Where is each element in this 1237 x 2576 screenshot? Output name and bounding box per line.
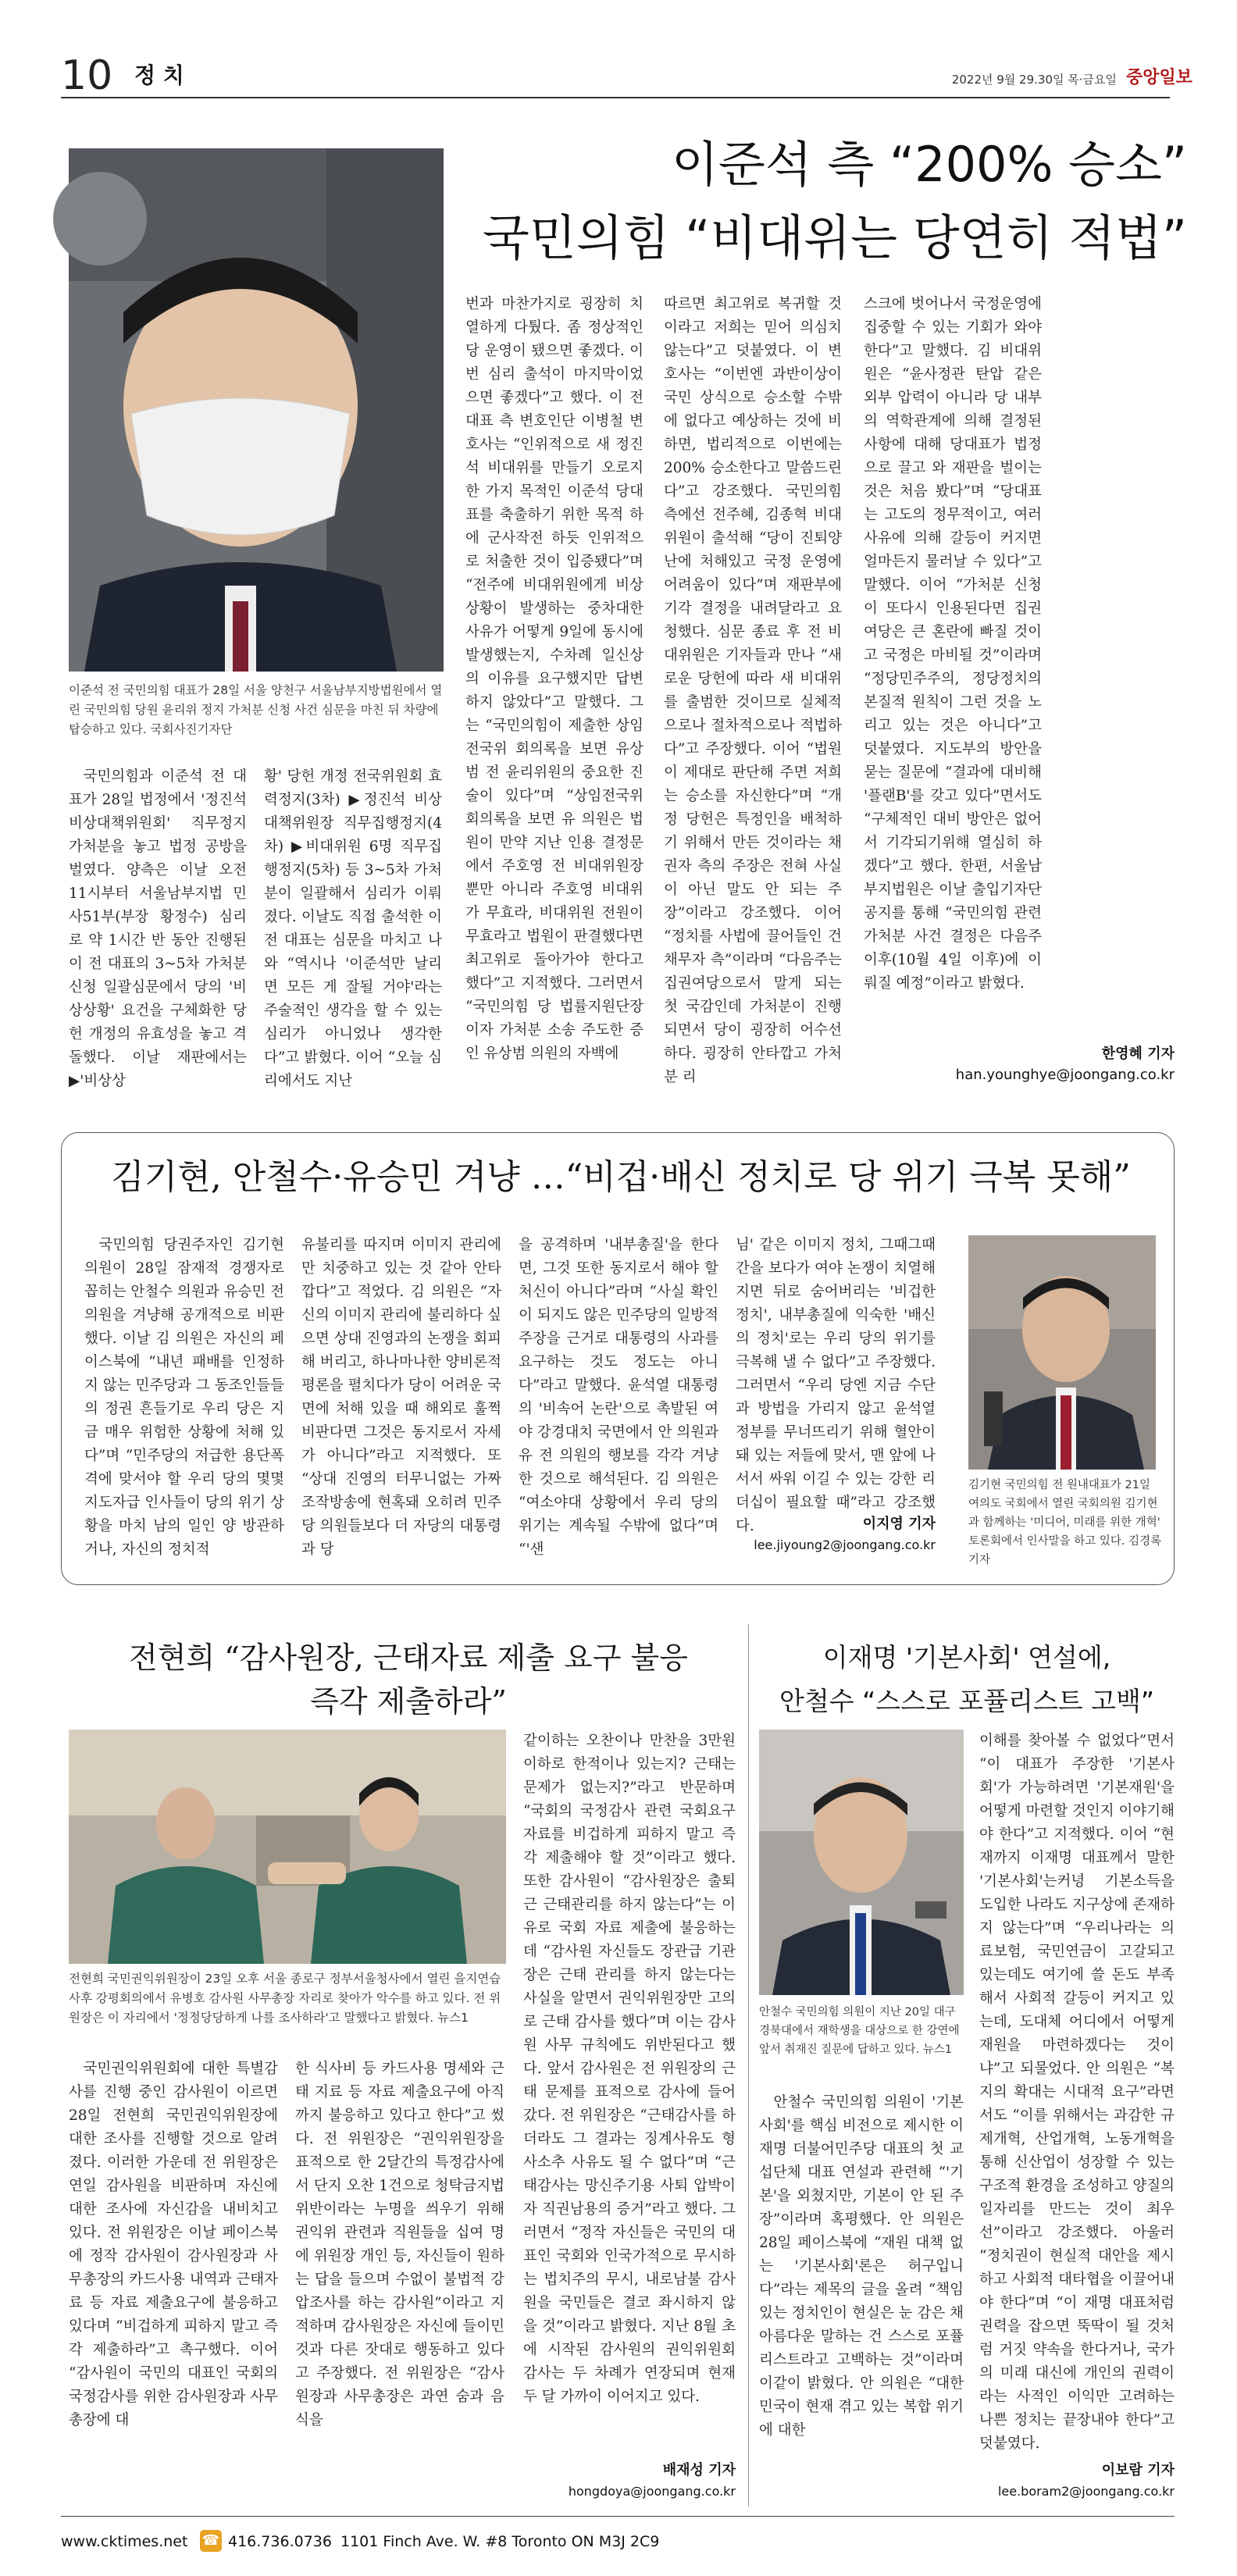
story1-column-3 — [465, 293, 643, 1093]
story4-headline — [759, 1636, 1175, 1723]
jeon-hyunhee-photo — [69, 1730, 506, 1964]
ahn-cheolsoo-photo-image — [759, 1730, 964, 1995]
story1-headline — [469, 133, 1187, 270]
story3-column-2-text: 한 식사비 등 카드사용 명세와 근태 지료 등 자료 제출요구에 아직까지 불응하고 있다고 한다”고 썼다. 전 위원장은 “권익위원장을 표적으로 한 2달간의 특정감사에서 단지 오찬 1건으로 청탁금지법 위반이라는 누명을 씌우기 위해 권익위 관련과 직원들을 십여 명에 위원장 개인 등, 자신들이 원하는 답을 들으며 수없이 불법적 강압조사를 하는 감사원”이라고 지적하며 감사원장은 자신에 들이민 것과 다른 잣대로 행동하고 있다고 주장했다. 전 위원장은 “감사원장과 사무총장은 과연 숨과 음식을 — [295, 2061, 504, 2428]
story2-column-2 — [301, 1234, 501, 1558]
story3-reporter-name: 배재성 기자 — [662, 2462, 736, 2478]
story3-byline — [523, 2460, 736, 2502]
story4-reporter-name: 이보람 기자 — [1101, 2462, 1175, 2478]
story1-reporter-email[interactable]: han.younghye@joongang.co.kr — [955, 1067, 1175, 1083]
story4-byline — [979, 2460, 1175, 2502]
story1-column-5-text: 스크에 벗어나서 국정운영에 집중할 수 있는 기회가 와야 한다”고 말했다. 김 비대위원은 “윤사정관 탄압 같은 외부 압력이 아니라 당 내부의 역학관계에 의해 결정된 사항에 대해 당대표가 법정으로 끌고 와 재판을 벌이는 것은 처음 봤다”며 “당대표는 고도의 정무적이고, 여러 사유에 의해 갈등이 커지면 얼마든지 물러날 수 있다”고 말했다. 이어 “가처분 신청이 또다시 인용된다면 집권여당은 큰 혼란에 빠질 것이고 국정은 마비될 것”이라며 “정당민주주의, 정당정치의 본질적 원칙이 그런 것을 노리고 있는 것은 아니다”고 덧붙였다. 지도부의 방안을 묻는 질문에 “결과에 대비해 '플랜B'를 갖고 있다”면서도 “구체적인 대비 방안은 없어서 기각되기위해 열심히 하겠다”고 했다. 한편, 서울남부지법원은 이날 출입기자단 공지를 통해 “국민의힘 관련 가처분 사건 결정은 다음주 이후(10월 4일 이후)에 이뤄질 예정”이라고 밝혔다. — [864, 296, 1042, 992]
story2-byline — [736, 1513, 936, 1555]
footer-phone: 416.736.0736 — [228, 2533, 332, 2550]
lee-junseok-photo — [69, 148, 444, 672]
story1-column-5 — [864, 293, 1042, 1042]
story1-headline-line1: 이준석 측 “200% 승소” — [672, 136, 1187, 193]
ahn-cheolsoo-photo — [759, 1730, 964, 1995]
story2-headline: 김기현, 안철수·유승민 겨냥 …“비겁·배신 정치로 당 위기 극복 못해” — [111, 1157, 1131, 1197]
story4-column-2 — [979, 1730, 1175, 2456]
lee-junseok-photo-image — [69, 148, 444, 672]
publication-date: 2022년 9월 29.30일 목·금요일 — [951, 73, 1117, 87]
story2-column-3-text: 을 공격하며 '내부총질'을 한다면, 그것 또한 동지로서 해야 할 처신이 아니다”라며 “사실 확인이 되지도 않은 민주당의 일방적 주장을 근거로 대통령의 사과를 요구하는 것도 정도는 아니다”라고 말했다. 윤석열 대통령의 '비속어 논란'으로 촉발된 여야 강경대치 국면에서 안 의원과 유 전 의원의 행보를 각각 겨냥한 것으로 해석된다. 김 의원은 “여소야대 상황에서 우리 당의 위기는 계속될 수밖에 없다”며 “'샌 — [519, 1237, 718, 1558]
story4-reporter-email[interactable]: lee.boram2@joongang.co.kr — [997, 2484, 1175, 2499]
footer — [61, 2527, 1175, 2558]
story1-reporter-name: 한영혜 기자 — [1101, 1046, 1175, 1062]
story3-column-1 — [69, 2058, 278, 2503]
story2-column-4-text: 님' 같은 이미지 정치, 그때그때 간을 보다가 여야 논쟁이 치열해지면 뒤로 숨어버리는 '비겁한 정치', 내부총질에 익숙한 '배신의 정치'로는 우리 당의 위기를 극복해 낼 수 없다”고 주장했다. 그러면서 “우리 당엔 지금 수단과 방법을 가리지 않고 윤석열 정부를 무너뜨리기 위해 혈안이 돼 있는 저들에 맞서, 맨 앞에 나서서 싸워 이길 수 있는 강한 리더십이 필요할 때”라고 강조했다. — [736, 1237, 936, 1534]
story4-headline-line1: 이재명 '기본사회' 연설에, — [822, 1642, 1111, 1673]
header-rule — [61, 97, 1170, 98]
jeon-hyunhee-photo-caption: 전현희 국민권익위원장이 23일 오후 서울 종로구 정부서울청사에서 열린 을지연습 사후 강평회의에서 유병호 감사원 사무총장 자리로 찾아가 악수를 하고 있다. 전 위원장은 이 자리에서 '정정당당하게 나를 조사하라'고 말했다고 밝혔다. 뉴스1 — [69, 1972, 501, 2025]
story1-byline — [864, 1043, 1175, 1085]
phone-icon: ☎ — [200, 2530, 222, 2552]
kim-kihyun-photo-caption: 김기현 국민의힘 전 원내대표가 21일 여의도 국회에서 열린 국회의원 김기현과 함께하는 '미디어, 미래를 위한 개혁' 토론회에서 인사말을 하고 있다. 김경록 기자 — [968, 1479, 1162, 1566]
story1-column-4-text: 따르면 최고위로 복귀할 것이라고 저희는 믿어 의심치 않는다”고 덧붙였다. 이 변호사는 “이번엔 과반이상이 국민 상식으로 승소할 수밖에 없다고 예상하는 것에 비하면, 법리적으로 이번에는 200% 승소한다고 말씀드린다”고 강조했다. 국민의힘 측에선 전주혜, 김종혁 비대위원이 출석해 “당이 진퇴양난에 처해있고 국정 운영에 어려움이 있다”며 재판부에 기각 결정을 내려달라고 요청했다. 심문 종료 후 전 비대위원은 기자들과 만나 “새로운 당헌에 따라 새 비대위를 출범한 것이므로 실체적으로나 절차적으로나 적법하다”고 주장했다. 이어 “법원이 제대로 판단해 주면 저희는 승소를 자신한다”며 “개정 당헌은 특정인을 배척하기 위해서 만든 것이라는 채권자 측의 주장은 전혀 사실이 아닌 말도 안 되는 주장”이라고 강조했다. 이어 “정치를 사법에 끌어들인 건 채무자 측”이라며 “다음주는 집권여당으로서 말게 되는 첫 국감인데 가처분이 진행되면서 당이 굉장히 어수선하다. 굉장히 안타깝고 가처분 리 — [664, 296, 842, 1085]
story1-column-1-text: 국민의힘과 이준석 전 대표가 28일 법정에서 '정진석 비상대책위원회' 직무정지 가처분을 놓고 법정 공방을 벌였다. 양측은 이날 오전 11시부터 서울남부지법 민사51부(부장 황정수) 심리로 약 1시간 반 동안 진행된 이 전 대표의 3~5차 가처분 신청 일괄심문에서 당의 '비상상황' 요건을 구체화한 당헌 개정의 유효성을 놓고 격돌했다. 이날 재판에서는 ▶'비상상 — [69, 768, 247, 1089]
story3-column-3 — [523, 1730, 736, 2456]
story3-column-2 — [295, 2058, 504, 2503]
page-header — [0, 0, 1237, 99]
story2-reporter-name: 이지영 기자 — [862, 1516, 936, 1532]
story1-column-1 — [69, 765, 247, 1093]
story4-column-1 — [759, 2091, 964, 2505]
story1-column-4 — [664, 293, 842, 1093]
kim-kihyun-photo — [968, 1235, 1156, 1470]
story2-reporter-email[interactable]: lee.jiyoung2@joongang.co.kr — [754, 1537, 936, 1552]
lee-junseok-photo-caption: 이준석 전 국민의힘 대표가 28일 서울 양천구 서울남부지방법원에서 열린 국민의힘 당원 윤리위 정지 가처분 신청 사건 심문을 마친 뒤 차량에 탑승하고 있다. 국회사진기자단 — [69, 683, 443, 736]
story2-column-1 — [84, 1234, 284, 1558]
story3-headline-line2: 즉각 제출하라” — [310, 1684, 507, 1719]
story3-headline — [69, 1636, 748, 1723]
story-divider — [748, 1624, 749, 2507]
ahn-cheolsoo-photo-caption: 안철수 국민의힘 의원이 지난 20일 대구 경북대에서 재학생을 대상으로 한 강연에 앞서 취재진 질문에 답하고 있다. 뉴스1 — [759, 2006, 960, 2056]
story3-headline-line1: 전현희 “감사원장, 근태자료 제출 요구 불응 — [129, 1641, 688, 1675]
story3-reporter-email[interactable]: hongdoya@joongang.co.kr — [568, 2484, 736, 2499]
story4-column-2-text: 이해를 찾아볼 수 없었다”면서 “이 대표가 주장한 '기본사회'가 가능하려면 '기본재원'을 어떻게 마련할 것인지 이야기해야 한다”고 지적했다. 이어 “현재까지 이재명 대표께서 말한 '기본사회'는커녕 기본소득을 도입한 나라도 지구상에 존재하지 않는다”며 “우리나라는 의료보험, 국민연금이 고갈되고 있는데도 여기에 쓸 돈도 부족해서 사회적 갈등이 커지고 있는데, 도대체 어디에서 어떻게 재원을 마련하겠다는 것이냐”고 되물었다. 안 의원은 “복지의 확대는 시대적 요구”라면서도 “이를 위해서는 과감한 규제개혁, 산업개혁, 노동개혁을 통해 신산업이 성장할 수 있는 구조적 환경을 조성하고 양질의 일자리를 만드는 것이 최우선”이라고 강조했다. 아울러 “정치권이 현실적 대안을 제시하고 사회적 대타협을 이끌어내야 한다”며 “이 재명 대표처럼 권력을 잡으면 뚝딱이 될 것처럼 거짓 약속을 한다거나, 국가의 미래 대신에 개인의 권력이라는 사적인 이익만 고려하는 나쁜 정치는 끝장내야 한다”고 덧붙였다. — [979, 1733, 1175, 2452]
story3-column-1-text: 국민권익위원회에 대한 특별감사를 진행 중인 감사원이 이르면 28일 전현희 국민권익위원장에 대한 조사를 진행할 것으로 알려졌다. 이러한 가운데 전 위원장은 연일 감사원을 비판하며 자신에 대한 조사에 자신감을 내비치고 있다. 전 위원장은 이날 페이스북에 정작 감사원이 감사원장과 사무총장의 카드사용 내역과 근태자료 등 자료 제출요구에 불응하고 있다며 “비겁하게 피하지 말고 즉각 제출하라”고 촉구했다. 이어 “감사원이 국민의 대표인 국회의 국정감사를 위한 감사원장과 사무총장에 대 — [69, 2061, 278, 2428]
story1-column-3-text: 번과 마찬가지로 굉장히 치열하게 다퉜다. 좀 정상적인 당 운영이 됐으면 좋겠다. 이번 심리 출석이 마지막이었으면 좋겠다”고 했다. 이 전 대표 측 변호인단 이병철 변호사는 “인위적으로 새 정진석 비대위를 만들기 오로지 한 가지 목적인 이준석 당대표를 축출하기 위한 목적 하에 군사작전 하듯 인위적으로 처출한 것이 입증됐다”며 “전주에 비대위원에게 비상상황이 발생하는 중차대한 사유가 어떻게 9일에 동시에 발생했는지, 수차례 일신상의 이유를 요구했지만 답변하지 않았다”고 말했다. 그는 “국민의힘이 제출한 상임전국위 회의록을 보면 유상범 전 윤리위원의 중요한 진술이 있다”며 “상임전국위 회의록을 보면 유 의원은 법원이 만약 지난 인용 결정문에서 주호영 전 비대위원장뿐만 아니라 주호영 비대위가 무효라, 비대위원 전원이 무효라고 법원이 판결했다면 최고위로 돌아가야 한다고 했다”고 지적했다. 그러면서 “국민의힘 당 법률지원단장이자 가처분 소송 주도한 증인 유상범 의원의 자백에 — [465, 296, 643, 1062]
story2-column-2-text: 유불리를 따지며 이미지 관리에만 치중하고 있는 것 같아 안타깝다”고 적었다. 김 의원은 “자신의 이미지 관리에 불리하다 싶으면 상대 진영과의 논쟁을 회피해 버리고, 하나마나한 양비론적 평론을 펼치다가 당이 어려운 국면에 처해 있을 때 해외로 훌쩍 비판다면 그것은 동지로서 자세가 아니다”라고 지적했다. 또 “상대 진영의 터무니없는 가짜 조작방송에 현혹돼 오히려 민주당 의원들보다 더 자당의 대통령과 당 — [301, 1237, 501, 1558]
jeon-hyunhee-photo-image — [69, 1730, 506, 1964]
story2-column-1-text: 국민의힘 당권주자인 김기현 의원이 28일 잠재적 경쟁자로 꼽히는 안철수 의원과 유승민 전 의원을 겨냥해 공개적으로 비판했다. 이날 김 의원은 자신의 페이스북에 “내년 패배를 인정하지 않는 민주당과 그 동조인들들의 정권 흔들기로 우리 당은 지금 매우 위험한 상황에 처해 있다”며 “민주당의 저급한 용단폭격에 맞서야 할 우리 당의 몇몇 지도자급 인사들이 당의 위기 상황을 마치 남의 일인 양 방관하거나, 자신의 정치적 — [84, 1237, 284, 1558]
story1-column-2 — [264, 765, 442, 1093]
section-name: 정 치 — [134, 62, 184, 88]
story2-column-3 — [519, 1234, 718, 1558]
story1-headline-line2: 국민의힘 “비대위는 당연히 적법” — [483, 209, 1187, 266]
page-number: 10 — [61, 52, 113, 99]
footer-rule — [61, 2516, 1175, 2517]
kim-kihyun-photo-image — [968, 1235, 1156, 1470]
newspaper-logo: 중앙일보 — [1126, 68, 1193, 87]
story1-column-2-text: 황' 당헌 개정 전국위원회 효력정지(3차) ▶정진석 비상대책위원장 직무집행정지(4차) ▶비대위원 6명 직무집행정지(5차) 등 3~5차 가처분이 일괄해서 심리가 이뤄졌다. 이날도 직접 출석한 이 전 대표는 심문을 마치고 나와 “역시나 '이준석만 날리면 모든 게 잘될 거야'라는 주술적인 생각을 할 수 있는 심리가 아니었나 생각한다”고 밝혔다. 이어 “오늘 심리에서도 지난 — [264, 768, 442, 1089]
story3-column-3-text: 같이하는 오찬이나 만찬을 3만원 이하로 한적이나 있는지? 근태는 문제가 없는지?”라고 반문하며 “국회의 국정감사 관련 국회요구자료를 비겁하게 피하지 말고 즉각 제출해야 할 것”이라고 했다. 또한 감사원이 “감사원장은 출퇴근 근태관리를 하지 않는다”는 이유로 국회 자료 제출에 불응하는 데 “감사원 자신들도 장관급 기관장은 근태 관리를 하지 않는다는 사실을 알면서 권익위원장만 고의로 근태 감사를 했다”며 이는 감사원 사무 규칙에도 위반된다고 했다. 앞서 감사원은 전 위원장의 근태 문제를 표적으로 감사에 들어갔다. 전 위원장은 “근태감사를 하더라도 그 결과는 징계사유도 형사소추 사유도 될 수 없다”며 “근태감사는 망신주기용 사퇴 압박이자 직권남용의 증거”라고 했다. 그러면서 “정작 자신들은 국민의 대표인 국회와 인국가적으로 무시하는 법치주의 무시, 내로남불 감사원을 국민들은 결코 좌시하지 않을 것”이라고 밝혔다. 지난 8월 초에 시작된 감사원의 권익위원회 감사는 두 차례가 연장되며 현재 두 달 가까이 이어지고 있다. — [523, 1733, 736, 2405]
footer-website[interactable]: www.cktimes.net — [61, 2533, 188, 2550]
story4-column-1-text: 안철수 국민의힘 의원이 '기본사회'를 핵심 비전으로 제시한 이재명 더불어민주당 대표의 첫 교섭단체 대표 연설과 관련해 “'기본'을 외쳤지만, 기본이 안 된 주장”이라며 혹평했다. 안 의원은 28일 페이스북에 “재원 대책 없는 '기본사회'론은 허구입니다”라는 제목의 글을 올려 “책임 있는 정치인이 현실은 눈 감은 채 아름다운 말하는 건 스스로 포퓰리스트라고 고백하는 것”이라며 이같이 밝혔다. 안 의원은 “대한민국이 현재 겪고 있는 복합 위기에 대한 — [759, 2094, 964, 2439]
story4-headline-line2: 안철수 “스스로 포퓰리스트 고백” — [779, 1686, 1155, 1716]
footer-address: 1101 Finch Ave. W. #8 Toronto ON M3J 2C9 — [340, 2533, 660, 2550]
